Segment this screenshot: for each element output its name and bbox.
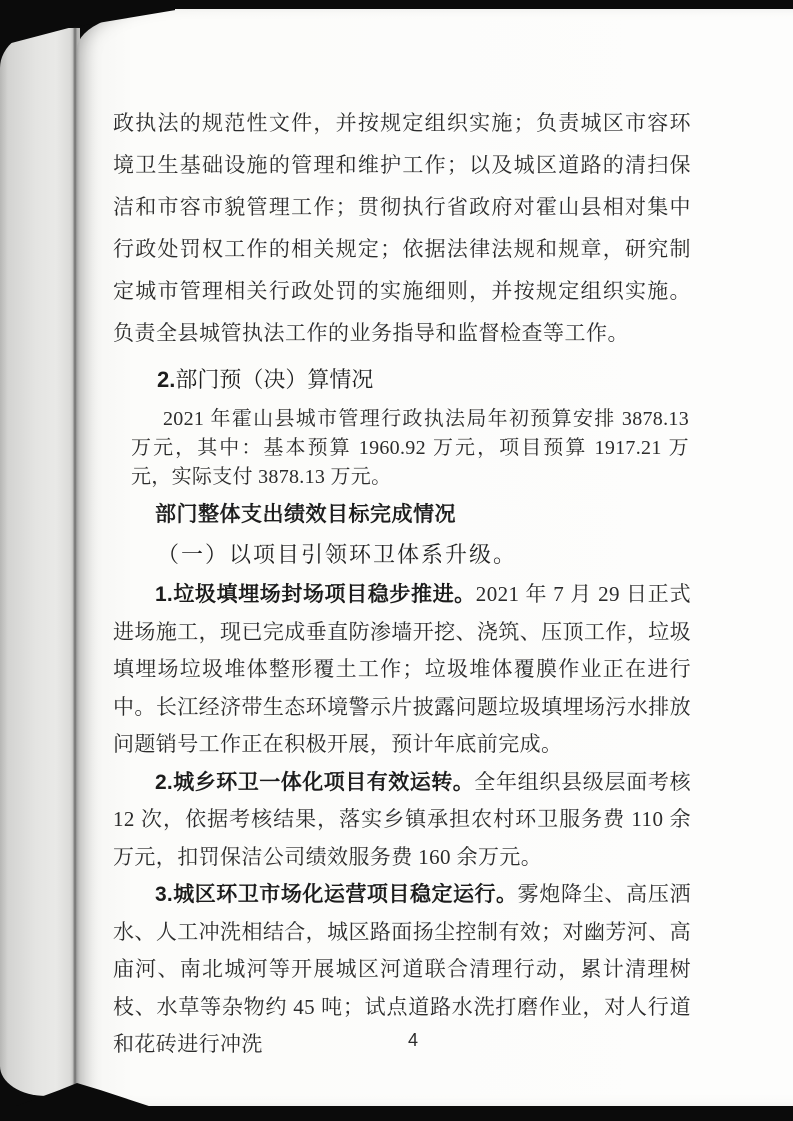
heading-budget-title: 部门预（决）算情况: [175, 367, 374, 392]
item-1-text: 2021 年 7 月 29 日正式进场施工，现已完成垂直防渗墙开挖、浇筑、压顶工作，垃圾填埋场垃圾堆体整形覆土工作；垃圾堆体覆膜作业正在进行中。长江经济带生态环境警示片披露问题垃圾填埋场污水排放问题销号工作正在积极开展，预计年底前完成。: [113, 582, 691, 756]
page-body-text: [113, 102, 691, 1064]
paragraph-duties-continuation: 政执法的规范性文件，并按规定组织实施；负责城区市容环境卫生基础设施的管理和维护工作；以及城区道路的清扫保洁和市容市貌管理工作；贯彻执行省政府对霍山县相对集中行政处罚权工作的相关规定；依据法律法规和规章，研究制定城市管理相关行政处罚的实施细则，并按规定组织实施。负责全县城管执法工作的业务指导和监督检查等工作。: [113, 111, 691, 345]
scan-shadow-bottom-band: [0, 1106, 793, 1121]
heading-budget-section: [157, 363, 691, 397]
item-2-lead: 2.城乡环卫一体化项目有效运转。: [155, 770, 475, 794]
heading-subsection-one: （一）以项目引领环卫体系升级。: [157, 542, 518, 567]
book-spine-fold: [70, 12, 80, 1092]
item-3-lead: 3.城区环卫市场化运营项目稳定运行。: [155, 883, 518, 906]
heading-budget-number: 2.: [157, 367, 176, 392]
paragraph-item-2-sanitation: [113, 764, 691, 877]
page-number: 4: [407, 1030, 418, 1050]
page-stack-edge: [0, 28, 80, 1096]
item-1-lead: 1.垃圾填埋场封场项目稳步推进。: [155, 583, 476, 606]
paragraph-item-1-landfill: [113, 576, 691, 764]
heading-performance-targets: 部门整体支出绩效目标完成情况: [155, 503, 456, 526]
item-3-text: 雾炮降尘、高压洒水、人工冲洗相结合，城区路面扬尘控制有效；对幽芳河、高庙河、南北城河等开展城区河道联合清理行动，累计清理树枝、水草等杂物约 45 吨；试点道路水洗打磨作业，对人行道和花砖进行冲洗: [113, 882, 691, 1056]
paragraph-budget-figures: 2021 年霍山县城市管理行政执法局年初预算安排 3878.13 万元，其中：基本预算 1960.92 万元，项目预算 1917.21 万元，实际支付 3878.13 万元。: [131, 408, 689, 488]
item-2-text: 全年组织县级层面考核 12 次，依据考核结果，落实乡镇承担农村环卫服务费 110 余万元，扣罚保洁公司绩效服务费 160 余万元。: [113, 769, 691, 869]
